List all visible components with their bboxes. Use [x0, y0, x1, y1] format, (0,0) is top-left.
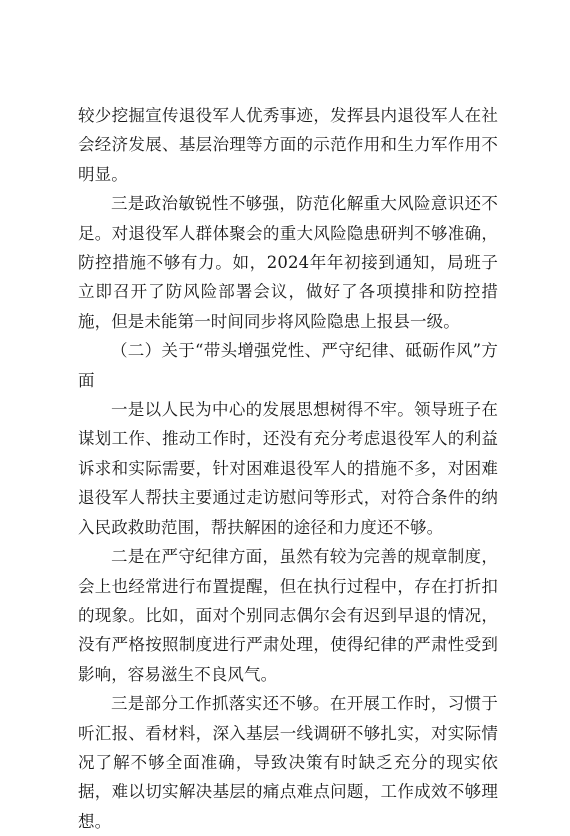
- paragraph-discipline: 二是在严守纪律方面，虽然有较为完善的规章制度，会上也经常进行布置提醒，但在执行过程中，存在打折扣的现象。比如，面对个别同志偶尔会有迟到早退的情况，没有严格按照制度进行严肃处理，使得纪律的严肃性受到影响，容易滋生不良风气。: [78, 547, 498, 684]
- section-heading-discipline: （二）关于“带头增强党性、严守纪律、砥砺作风”方面: [78, 341, 498, 390]
- paragraph-implementation: 三是部分工作抓落实还不够。在开展工作时，习惯于听汇报、看材料，深入基层一线调研不够扎实，对实际情况了解不够全面准确，导致决策有时缺乏充分的现实依据，难以切实解决基层的痛点难点问题，工作成效不够理想。: [78, 694, 498, 831]
- paragraph-political-sensitivity: 三是政治敏锐性不够强，防范化解重大风险意识还不足。对退役军人群体聚会的重大风险隐患研判不够准确，防控措施不够有力。如，2024年年初接到通知，局班子立即召开了防风险部署会议，做好了各项摸排和防控措施，但是未能第一时间同步将风险隐患上报县一级。: [78, 194, 498, 331]
- document-body: [78, 101, 498, 836]
- paragraph-continuation: 较少挖掘宣传退役军人优秀事迹，发挥县内退役军人在社会经济发展、基层治理等方面的示范作用和生力军作用不明显。: [78, 106, 498, 184]
- paragraph-people-centered: 一是以人民为中心的发展思想树得不牢。领导班子在谋划工作、推动工作时，还没有充分考虑退役军人的利益诉求和实际需要，针对困难退役军人的措施不多，对困难退役军人帮扶主要通过走访慰问等形式，对符合条件的纳入民政救助范围，帮扶解困的途径和力度还不够。: [78, 400, 498, 537]
